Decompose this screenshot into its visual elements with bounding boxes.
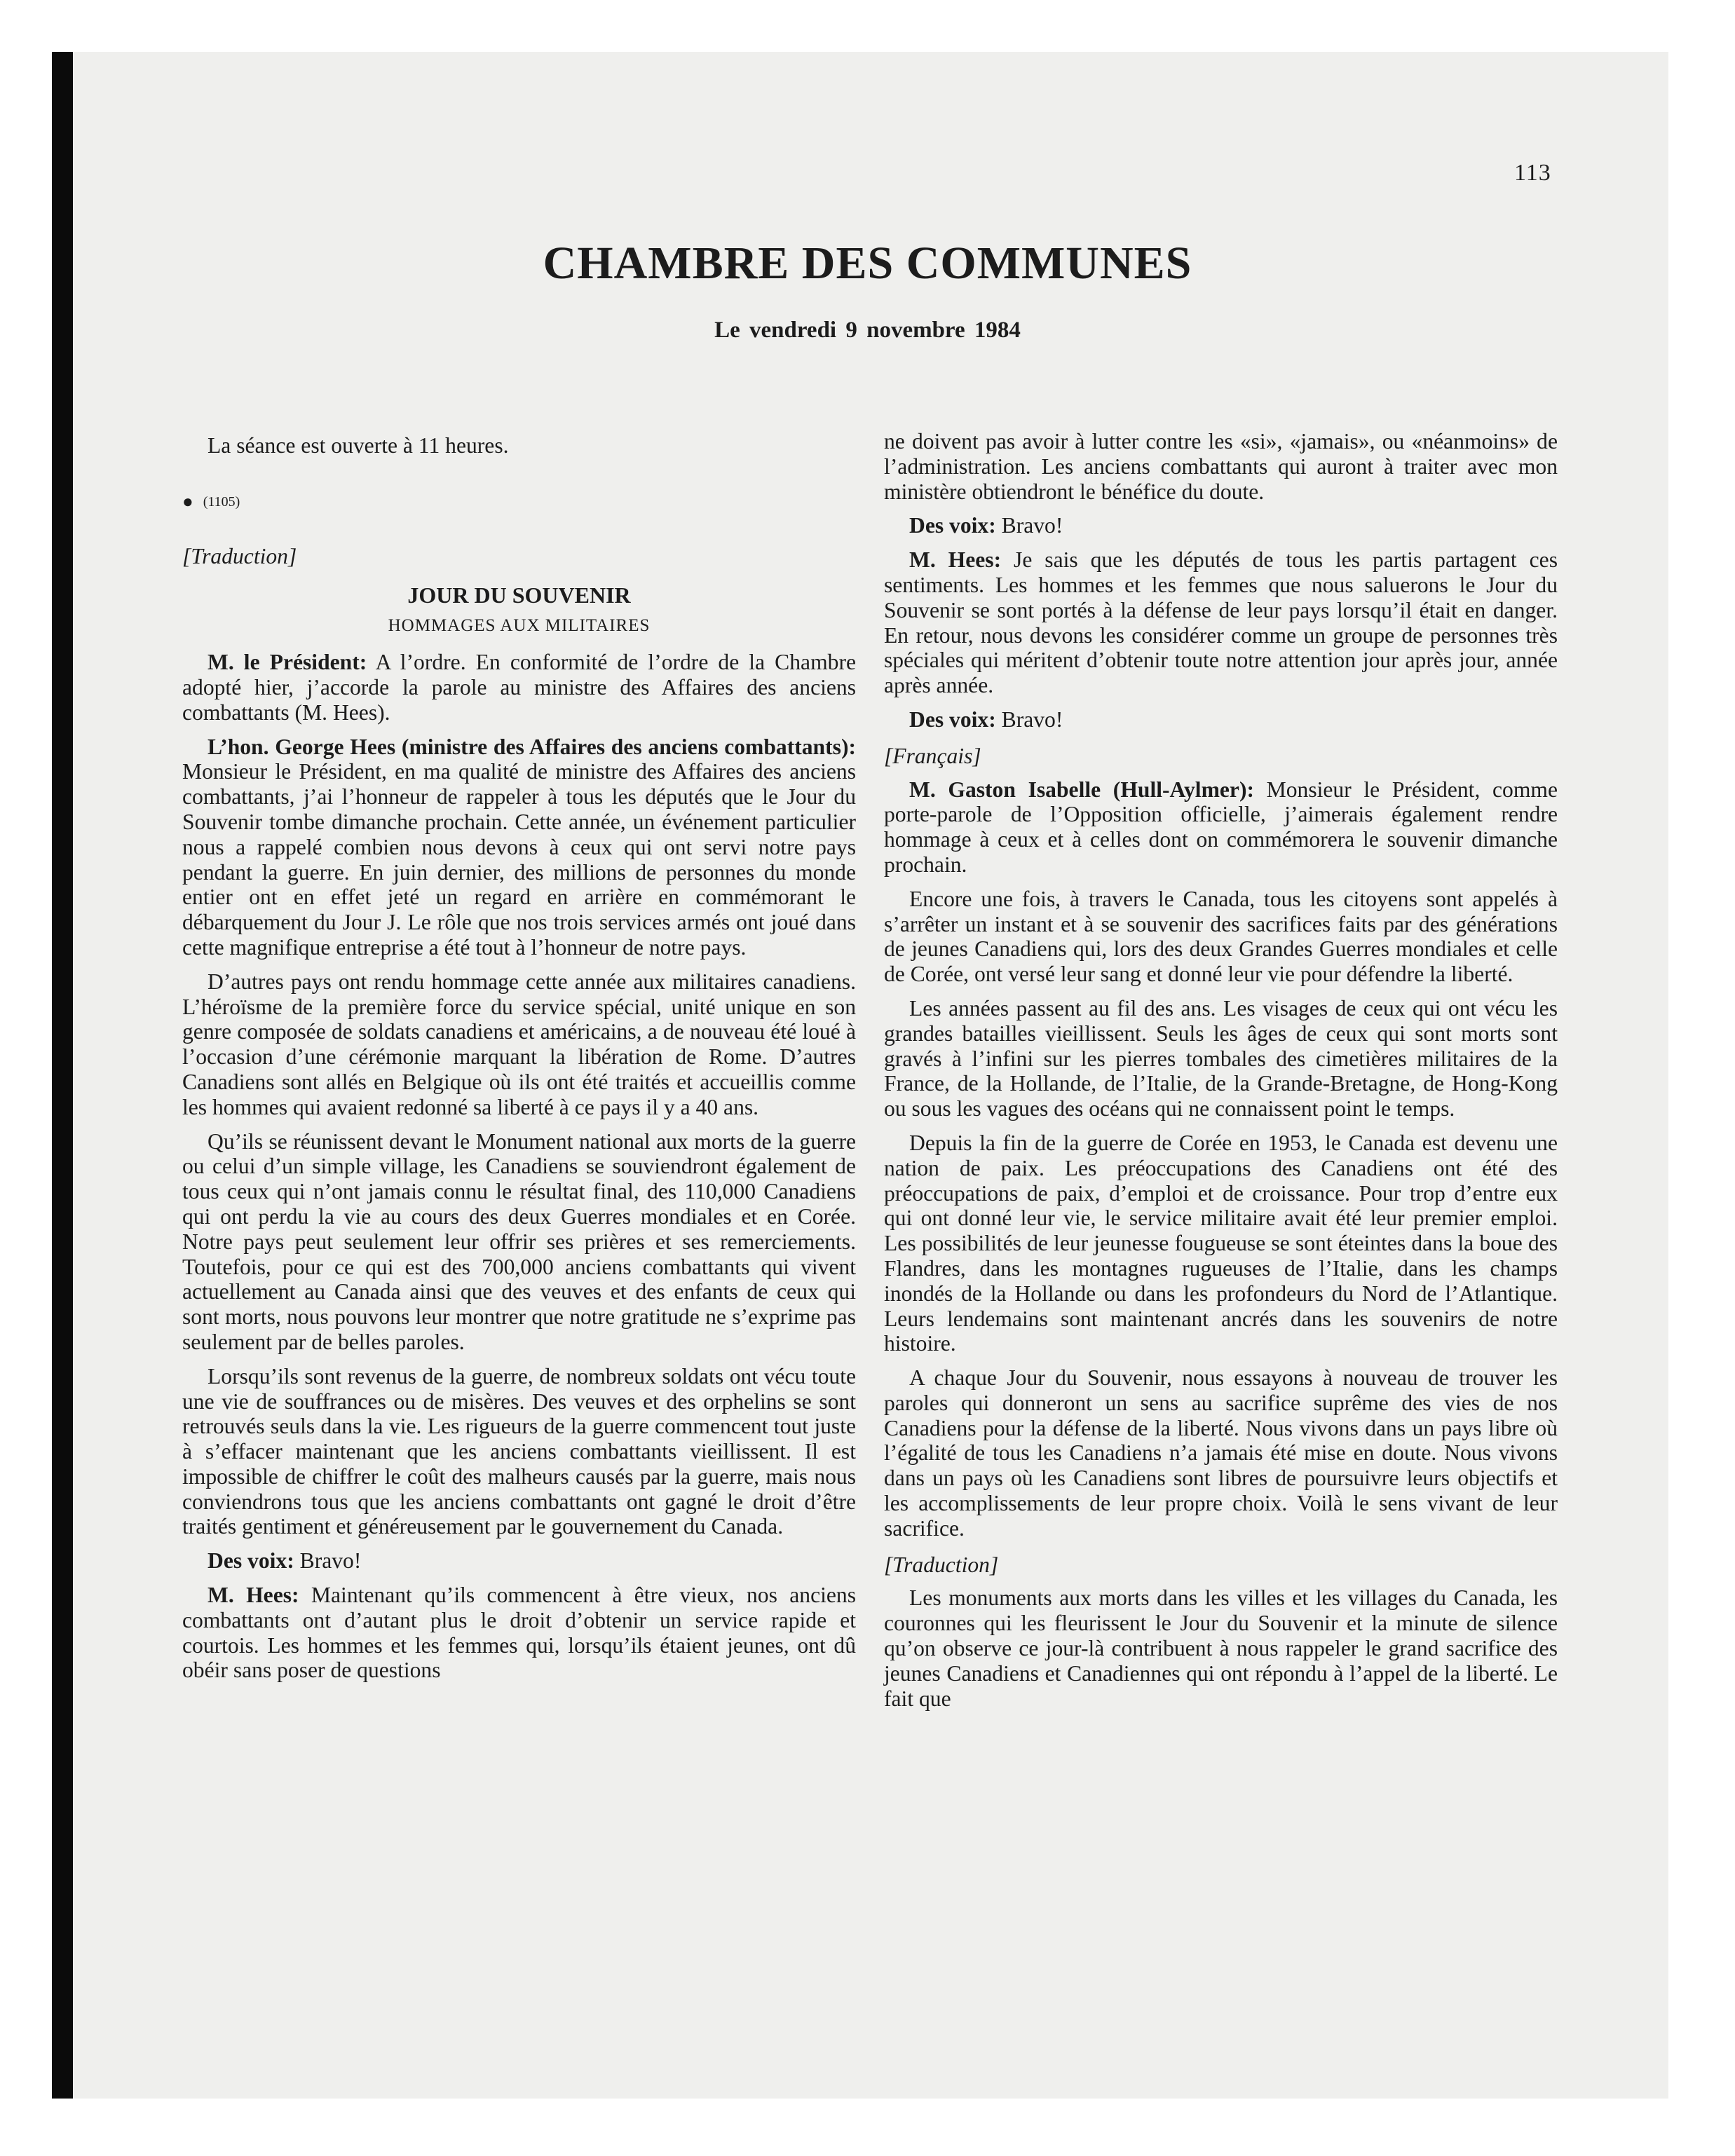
- interjection: [884, 513, 1558, 538]
- bullet-icon: ●: [182, 491, 193, 512]
- speaker-name: Des voix:: [909, 707, 996, 732]
- speech-paragraph: Les monuments aux morts dans les villes et les villages du Canada, les couronnes qui les fleurissent le Jour du Souvenir et la minute de silence qu’on observe ce jour-là contribuent à nous rappeler le grand sacrifice des jeunes Canadiens et Canadiennes qui ont répondu à l’appel de la liberté. Le fait que: [884, 1585, 1558, 1711]
- speech-paragraph: [182, 735, 856, 960]
- speech-text: Bravo!: [995, 513, 1063, 538]
- speech-paragraph: [884, 777, 1558, 878]
- speech-paragraph: [884, 547, 1558, 698]
- speaker-name: M. Hees:: [207, 1583, 299, 1608]
- sitting-date: Le vendredi 9 novembre 1984: [714, 318, 1021, 343]
- speech-text: Monsieur le Président, comme porte-parole de l’Opposition officielle, j’aimerais également rendre hommage à ceux et à celles dont on commémorera le souvenir dimanche prochain.: [884, 777, 1558, 877]
- speech-text: Monsieur le Président, en ma qualité de ministre des Affaires des anciens combattants, j’ai l’honneur de rappeler à tous les députés que le Jour du Souvenir tombe dimanche prochain. Cette année, un événement particulier nous a rappelé combien nous devons à ceux qui ont servi notre pays pendant la guerre. En juin dernier, des millions de personnes du monde entier ont en effet jeté un regard en arrière en commémorant le débarquement du Jour J. Le rôle que nos trois services armés ont joué dans cette magnifique entreprise a été tout à l’honneur de notre pays.: [182, 759, 856, 960]
- speech-paragraph: Lorsqu’ils sont revenus de la guerre, de nombreux soldats ont vécu toute une vie de souffrances ou de misères. Des veuves et des orphelins se sont retrouvés seuls dans la vie. Les rigueurs de la guerre commencent tout juste à s’effacer maintenant que les anciens combattants vieillissent. Il est impossible de chiffrer le coût des malheurs causés par la guerre, mais nous conviendrons tous que les anciens combattants ont gagné le droit d’être traités gentiment et généreusement par le gouvernement du Canada.: [182, 1363, 856, 1539]
- speech-text: Je sais que les députés de tous les partis partagent ces sentiments. Les hommes et les femmes que nous saluerons le Jour du Souvenir se sont portés à la défense de leur pays lorsqu’il était en danger. En retour, nous devons les considérer comme un groupe de personnes très spéciales qui méritent d’obtenir toute notre attention jour après jour, année après année.: [884, 547, 1558, 698]
- language-tag: [Traduction]: [884, 1552, 999, 1577]
- speech-text: Bravo!: [294, 1548, 362, 1574]
- speaker-name: M. le Président:: [207, 650, 367, 675]
- speech-paragraph: D’autres pays ont rendu hommage cette année aux militaires canadiens. L’héroïsme de la première force du service spécial, unité unique en son genre composée de soldats canadiens et américains, a de nouveau été loué à l’occasion d’une cérémonie marquant la libération de Rome. D’autres Canadiens sont allés en Belgique où ils ont été traités et accueillis comme les hommes qui avaient redonné sa liberté à ce pays il y a 40 ans.: [182, 969, 856, 1119]
- speech-paragraph: Qu’ils se réunissent devant le Monument national aux morts de la guerre ou celui d’un simple village, les Canadiens se souviendront également de tous ceux qui n’ont jamais connu le résultat final, des 110,000 Canadiens qui ont perdu la vie au cours des deux Guerres mondiales et en Corée. Notre pays peut seulement leur offrir ses prières et ses remerciements. Toutefois, pour ce qui est des 700,000 anciens combattants qui vivent actuellement au Canada ainsi que des veuves et des enfants de ceux qui sont morts, nous pouvons leur montrer que notre gratitude ne s’exprime pas seulement par de belles paroles.: [182, 1128, 856, 1354]
- section-subtitle: HOMMAGES AUX MILITAIRES: [388, 616, 651, 636]
- right-column: [884, 429, 1558, 1720]
- page-number: 113: [1514, 160, 1551, 186]
- speech-paragraph: ne doivent pas avoir à lutter contre les «si», «jamais», ou «néanmoins» de l’administration. Les anciens combattants qui auront à traiter avec mon ministère obtiendront le bénéfice du doute.: [884, 429, 1558, 504]
- time-marker: [182, 493, 856, 510]
- speech-paragraph: [182, 1583, 856, 1683]
- interjection: [884, 707, 1558, 732]
- speaker-name: M. Gaston Isabelle (Hull-Aylmer):: [909, 777, 1254, 802]
- time-marker-label: (1105): [203, 493, 240, 510]
- language-tag: [Traduction]: [182, 543, 297, 568]
- section-title: JOUR DU SOUVENIR: [407, 582, 631, 608]
- speech-text: A l’ordre. En conformité de l’ordre de la Chambre adopté hier, j’accorde la parole au ministre des Affaires des anciens combattants (M. Hees).: [182, 650, 856, 725]
- speech-text: Bravo!: [995, 707, 1063, 732]
- speaker-name: Des voix:: [909, 513, 996, 538]
- language-tag: [Français]: [884, 743, 981, 768]
- interjection: [182, 1548, 856, 1574]
- left-column: [182, 429, 856, 1692]
- speech-paragraph: Les années passent au fil des ans. Les visages de ceux qui ont vécu les grandes batailles vieillissent. Seuls les âges de ceux qui sont morts sont gravés à l’infini sur les pierres tombales des cimetières militaires de la France, de la Hollande, de l’Italie, de la Grande-Bretagne, de Hong-Kong ou sous les vagues des océans qui ne connaissent point le temps.: [884, 995, 1558, 1121]
- speaker-name: Des voix:: [207, 1548, 294, 1574]
- speaker-name: M. Hees:: [909, 547, 1002, 573]
- chamber-title: CHAMBRE DES COMMUNES: [543, 238, 1192, 289]
- speech-paragraph: Encore une fois, à travers le Canada, tous les citoyens sont appelés à s’arrêter un instant et à se souvenir des sacrifices faits par des générations de jeunes Canadiens qui, lors des deux Grandes Guerres mondiales et celle de Corée, ont versé leur sang et donné leur vie pour défendre la liberté.: [884, 886, 1558, 987]
- speech-paragraph: Depuis la fin de la guerre de Corée en 1953, le Canada est devenu une nation de paix. Les préoccupations des Canadiens ont été des préoccupations de paix, d’emploi et de croissance. Pour trop d’entre eux qui ont donné leur vie, le service militaire avait été leur premier emploi. Les possibilités de leur jeunesse fougueuse se sont éteintes dans la boue des Flandres, dans les montagnes rugueuses de l’Italie, dans les champs inondés de la Hollande ou dans les profondeurs du Nord de l’Atlantique. Leurs lendemains sont maintenant ancrés dans les souvenirs de notre histoire.: [884, 1130, 1558, 1356]
- speaker-name: L’hon. George Hees (ministre des Affaires des anciens combattants):: [207, 734, 856, 759]
- speech-paragraph: A chaque Jour du Souvenir, nous essayons à nouveau de trouver les paroles qui donneront un sens au sacrifice suprême des vies de nos Canadiens pour la défense de la liberté. Nous vivons dans un pays libre où l’égalité de tous les Canadiens n’a jamais été mise en doute. Nous vivons dans un pays où les Canadiens sont libres de poursuivre leurs objectifs et les accomplissements de leur propre choix. Voilà le sens vivant de leur sacrifice.: [884, 1365, 1558, 1541]
- speech-paragraph: [182, 650, 856, 725]
- scan-edge-bar: [52, 52, 73, 2099]
- speech-text: Maintenant qu’ils commencent à être vieux, nos anciens combattants ont d’autant plus le droit d’obtenir un service rapide et courtois. Les hommes et les femmes qui, lorsqu’ils étaient jeunes, ont dû obéir sans poser de questions: [182, 1583, 856, 1683]
- sitting-opened: La séance est ouverte à 11 heures.: [207, 433, 509, 458]
